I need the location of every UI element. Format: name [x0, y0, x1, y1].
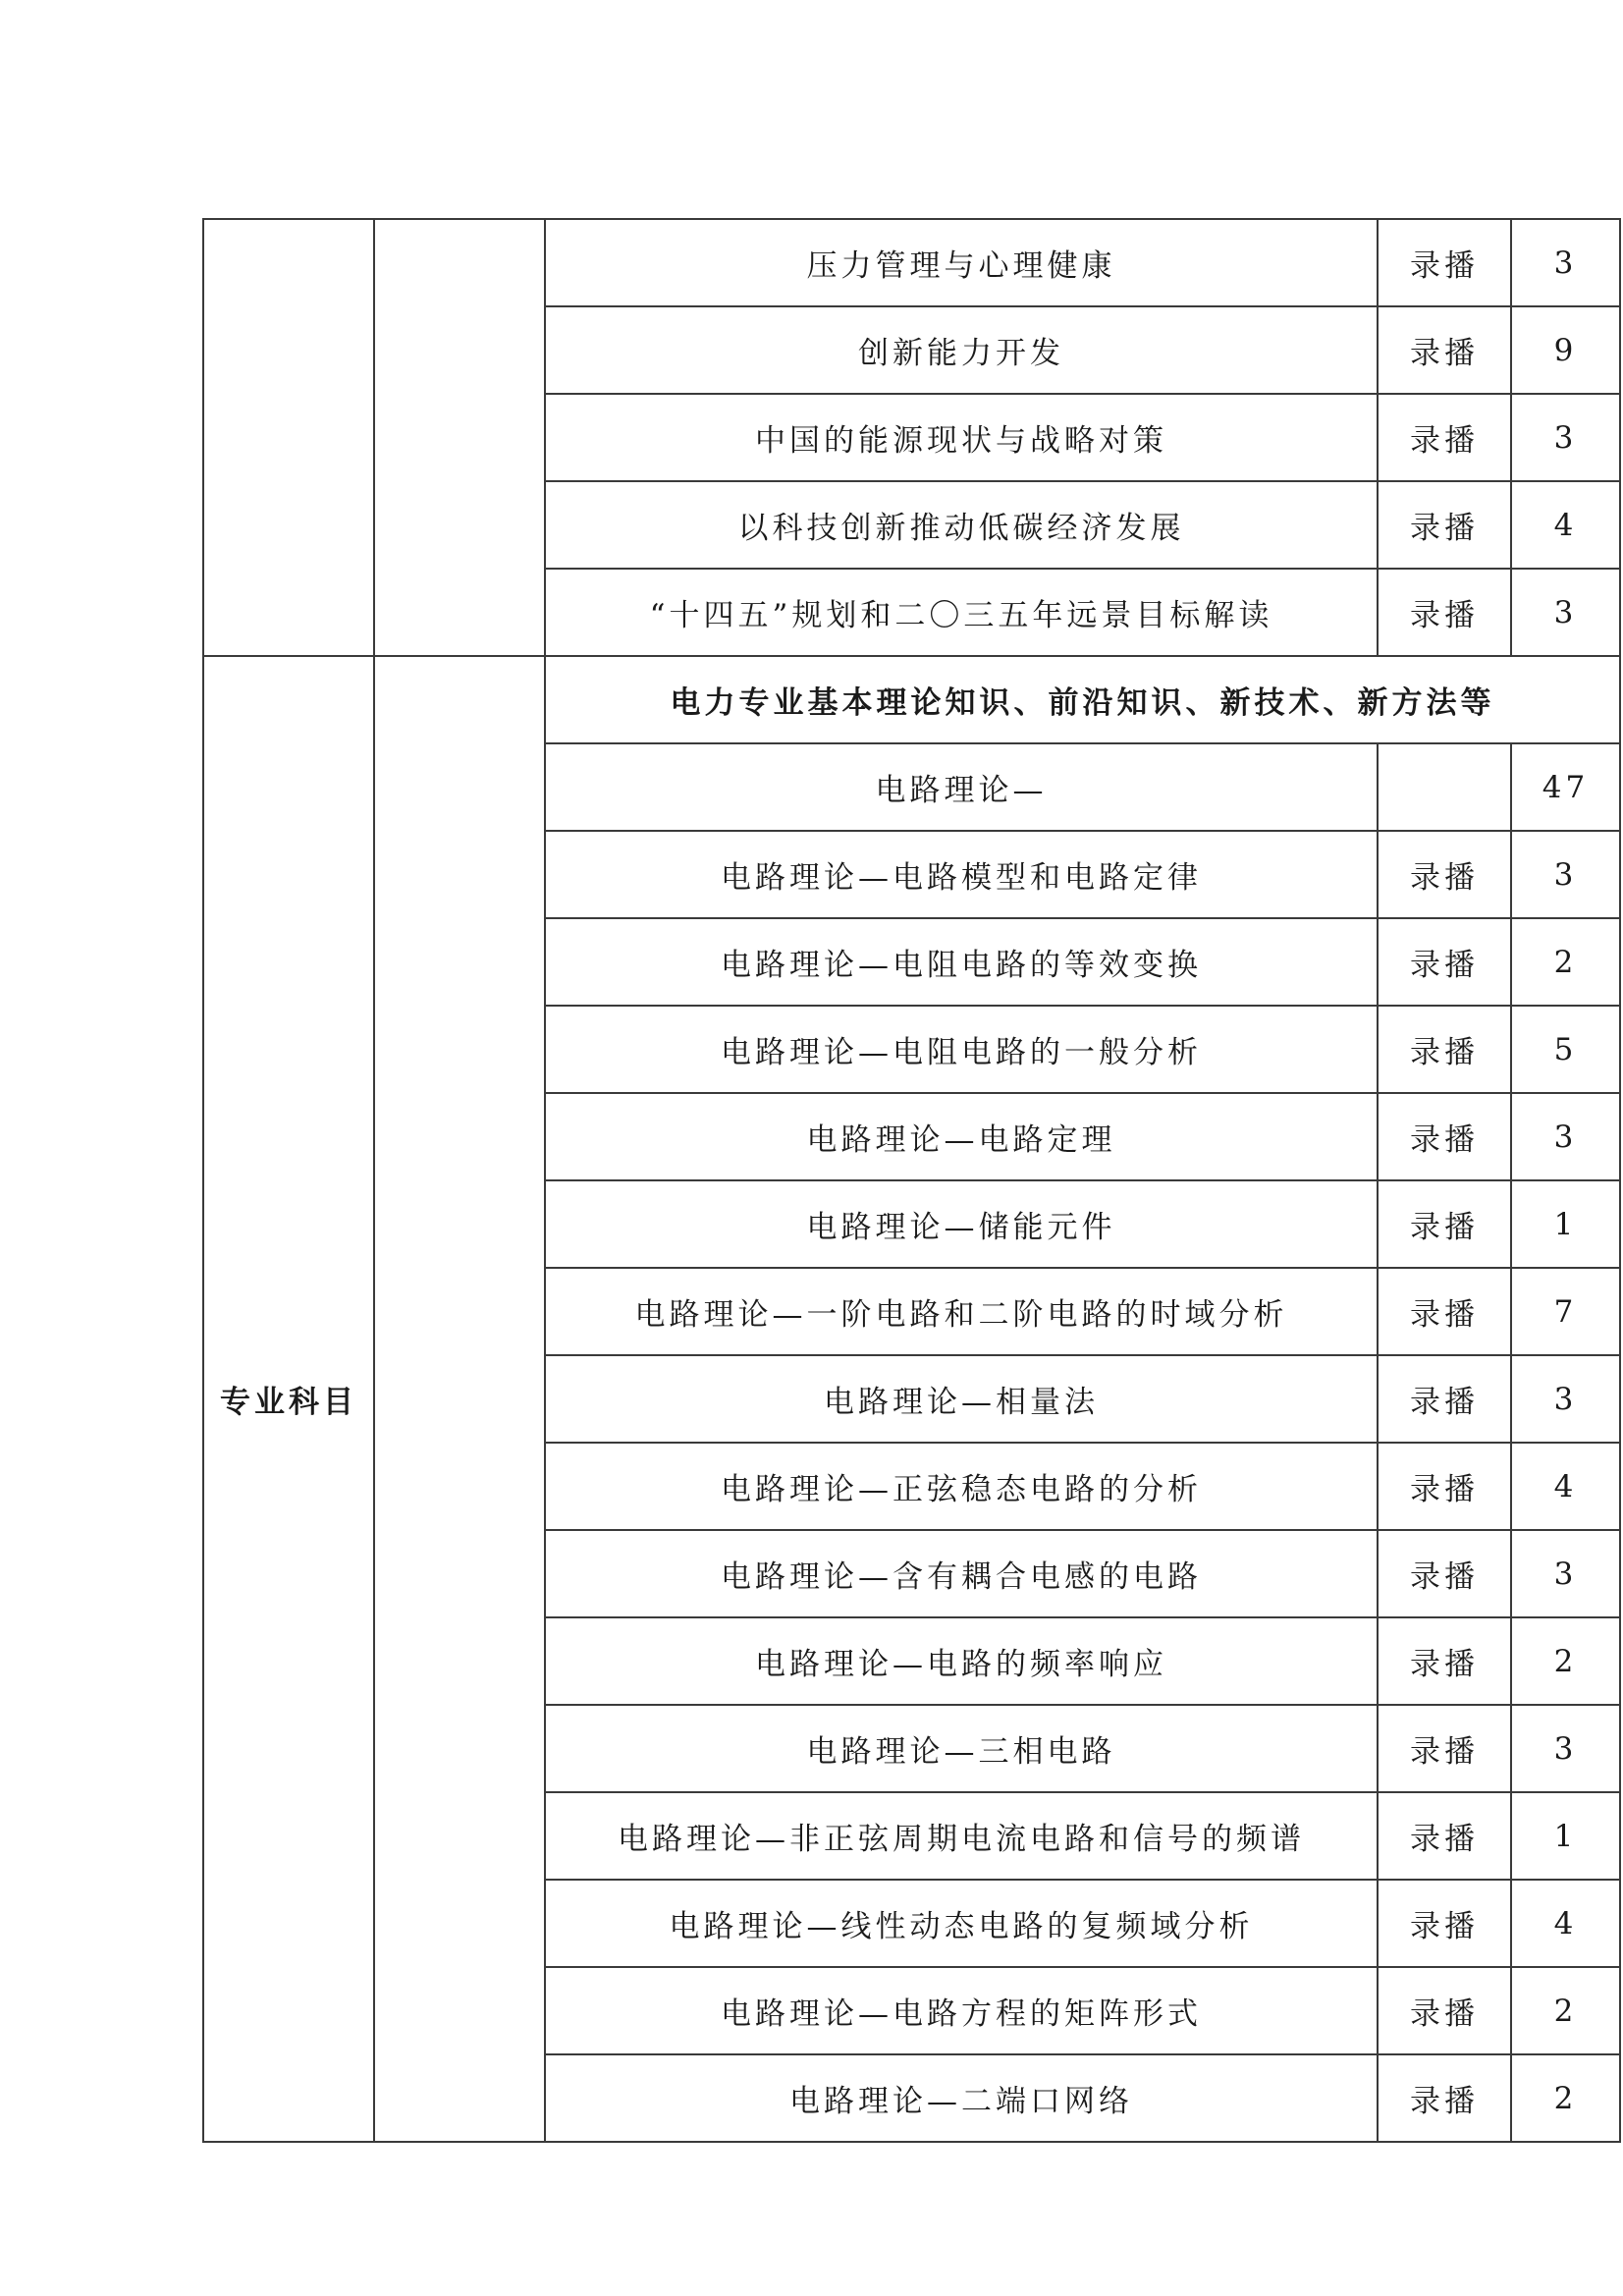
delivery-mode: 录播 — [1378, 306, 1511, 394]
course-name: 电路理论—储能元件 — [545, 1180, 1378, 1268]
course-name: 电路理论—三相电路 — [545, 1705, 1378, 1792]
class-hours: 2 — [1511, 1967, 1620, 2054]
class-hours: 2 — [1511, 1617, 1620, 1705]
course-name: 电路理论—电路定理 — [545, 1093, 1378, 1180]
class-hours: 7 — [1511, 1268, 1620, 1355]
table-row — [203, 219, 1620, 306]
course-name: “十四五”规划和二〇三五年远景目标解读 — [545, 569, 1378, 656]
delivery-mode: 录播 — [1378, 918, 1511, 1006]
class-hours: 3 — [1511, 1530, 1620, 1617]
class-hours: 3 — [1511, 831, 1620, 918]
delivery-mode: 录播 — [1378, 1530, 1511, 1617]
course-name: 电路理论—一阶电路和二阶电路的时域分析 — [545, 1268, 1378, 1355]
course-name: 电路理论—电阻电路的一般分析 — [545, 1006, 1378, 1093]
delivery-mode: 录播 — [1378, 219, 1511, 306]
course-name: 电路理论—电路的频率响应 — [545, 1617, 1378, 1705]
delivery-mode: 录播 — [1378, 1967, 1511, 2054]
table-row — [203, 656, 1620, 743]
course-name: 以科技创新推动低碳经济发展 — [545, 481, 1378, 569]
delivery-mode: 录播 — [1378, 1617, 1511, 1705]
delivery-mode: 录播 — [1378, 481, 1511, 569]
delivery-mode: 录播 — [1378, 1443, 1511, 1530]
class-hours: 5 — [1511, 1006, 1620, 1093]
class-hours: 1 — [1511, 1180, 1620, 1268]
subcategory-cell-empty — [374, 656, 545, 2142]
class-hours: 4 — [1511, 1880, 1620, 1967]
class-hours: 9 — [1511, 306, 1620, 394]
class-hours: 4 — [1511, 481, 1620, 569]
class-hours: 4 — [1511, 1443, 1620, 1530]
course-name: 电路理论—电路模型和电路定律 — [545, 831, 1378, 918]
course-name: 创新能力开发 — [545, 306, 1378, 394]
course-name: 电路理论—非正弦周期电流电路和信号的频谱 — [545, 1792, 1378, 1880]
course-name: 中国的能源现状与战略对策 — [545, 394, 1378, 481]
class-hours: 2 — [1511, 918, 1620, 1006]
delivery-mode: 录播 — [1378, 1792, 1511, 1880]
course-name: 电路理论—正弦稳态电路的分析 — [545, 1443, 1378, 1530]
course-name: 电路理论—二端口网络 — [545, 2054, 1378, 2142]
class-hours: 1 — [1511, 1792, 1620, 1880]
course-name: 电路理论—电阻电路的等效变换 — [545, 918, 1378, 1006]
delivery-mode: 录播 — [1378, 1093, 1511, 1180]
class-hours: 3 — [1511, 394, 1620, 481]
course-table — [202, 218, 1621, 2143]
class-hours: 3 — [1511, 219, 1620, 306]
delivery-mode: 录播 — [1378, 1355, 1511, 1443]
course-name: 电路理论— — [545, 743, 1378, 831]
subcategory-cell-empty — [374, 219, 545, 656]
delivery-mode: 录播 — [1378, 831, 1511, 918]
class-hours: 3 — [1511, 1705, 1620, 1792]
delivery-mode — [1378, 743, 1511, 831]
class-hours: 2 — [1511, 2054, 1620, 2142]
course-name: 电路理论—线性动态电路的复频域分析 — [545, 1880, 1378, 1967]
delivery-mode: 录播 — [1378, 1180, 1511, 1268]
course-name: 电路理论—含有耦合电感的电路 — [545, 1530, 1378, 1617]
class-hours: 3 — [1511, 1355, 1620, 1443]
course-name: 电路理论—相量法 — [545, 1355, 1378, 1443]
delivery-mode: 录播 — [1378, 394, 1511, 481]
delivery-mode: 录播 — [1378, 2054, 1511, 2142]
category-label: 专业科目 — [203, 656, 374, 2142]
delivery-mode: 录播 — [1378, 1268, 1511, 1355]
category-cell-empty — [203, 219, 374, 656]
class-hours-total: 47 — [1511, 743, 1620, 831]
delivery-mode: 录播 — [1378, 1880, 1511, 1967]
class-hours: 3 — [1511, 1093, 1620, 1180]
course-name: 电路理论—电路方程的矩阵形式 — [545, 1967, 1378, 2054]
delivery-mode: 录播 — [1378, 1705, 1511, 1792]
section-header: 电力专业基本理论知识、前沿知识、新技术、新方法等 — [545, 656, 1620, 743]
course-name: 压力管理与心理健康 — [545, 219, 1378, 306]
delivery-mode: 录播 — [1378, 1006, 1511, 1093]
delivery-mode: 录播 — [1378, 569, 1511, 656]
class-hours: 3 — [1511, 569, 1620, 656]
